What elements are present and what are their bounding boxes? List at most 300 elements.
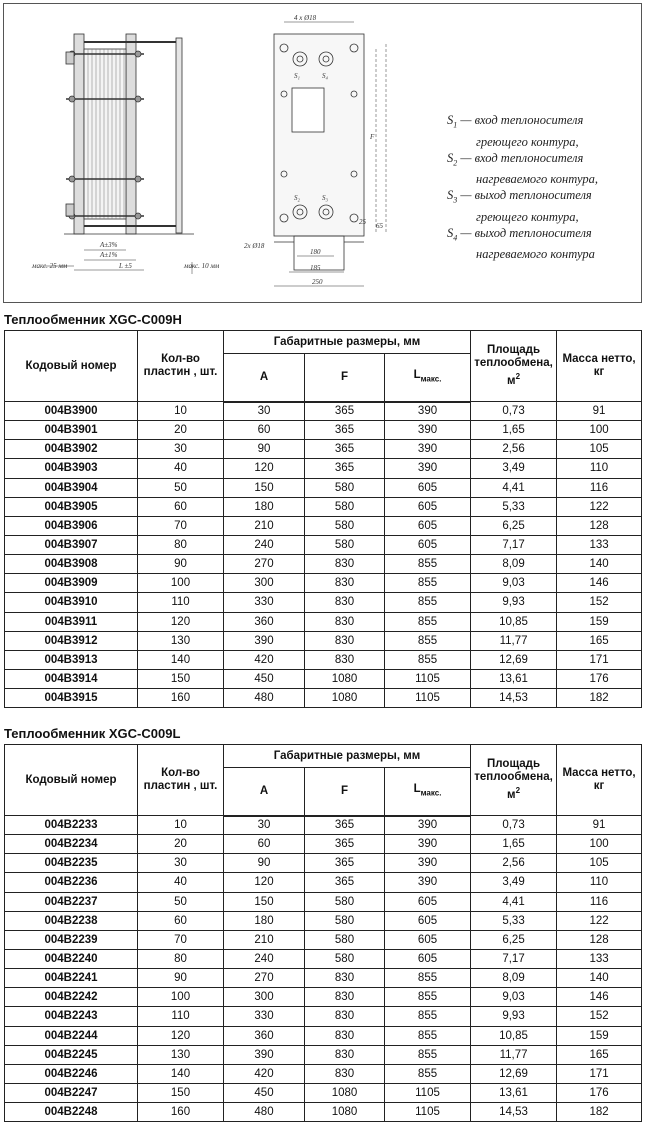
code-cell: 004B2235 [5, 854, 138, 873]
a-cell: 90 [224, 440, 305, 459]
plates-cell: 130 [138, 1045, 224, 1064]
mass-cell: 171 [557, 1064, 642, 1083]
s2-port-label: S₂ [294, 194, 300, 202]
table-row [5, 1026, 642, 1045]
area-cell: 11,77 [471, 631, 557, 650]
plates-cell: 110 [138, 1007, 224, 1026]
dim-2x18-label: 2x Ø18 [244, 242, 265, 250]
a-cell: 480 [224, 689, 305, 708]
code-cell: 004B3907 [5, 535, 138, 554]
col-mass-header: Масса нетто, кг [557, 331, 642, 402]
l-cell: 855 [385, 650, 471, 669]
l-cell: 390 [385, 816, 471, 835]
f-cell: 365 [305, 835, 385, 854]
f-cell: 365 [305, 440, 385, 459]
f-cell: 1080 [305, 689, 385, 708]
plates-cell: 110 [138, 593, 224, 612]
plates-cell: 10 [138, 816, 224, 835]
a-dim-label-2: A±1% [100, 251, 118, 259]
table-row [5, 650, 642, 669]
mass-cell: 110 [557, 459, 642, 478]
a-cell: 420 [224, 650, 305, 669]
l-cell: 855 [385, 1064, 471, 1083]
area-cell: 14,53 [471, 689, 557, 708]
col-mass-header: Масса нетто, кг [557, 745, 642, 816]
area-cell: 13,61 [471, 1083, 557, 1102]
a-cell: 150 [224, 478, 305, 497]
l-dim-label: L ±5 [119, 262, 132, 270]
f-cell: 830 [305, 1064, 385, 1083]
mass-cell: 165 [557, 1045, 642, 1064]
table-row [5, 459, 642, 478]
col-code-header: Кодовый номер [5, 745, 138, 816]
dim-180-label: 180 [310, 248, 321, 256]
mass-cell: 171 [557, 650, 642, 669]
a-cell: 270 [224, 969, 305, 988]
table2-title: Теплообменник XGC-C009L [4, 726, 181, 741]
table-row [5, 1045, 642, 1064]
plates-cell: 90 [138, 555, 224, 574]
table-row [5, 669, 642, 688]
table-row [5, 930, 642, 949]
plates-cell: 30 [138, 440, 224, 459]
plates-cell: 30 [138, 854, 224, 873]
table2-spec [4, 744, 642, 1122]
f-cell: 830 [305, 612, 385, 631]
mass-cell: 110 [557, 873, 642, 892]
code-cell: 004B2240 [5, 949, 138, 968]
code-cell: 004B2233 [5, 816, 138, 835]
l-cell: 855 [385, 631, 471, 650]
l-cell: 605 [385, 911, 471, 930]
dim-185-label: 185 [310, 264, 321, 272]
area-cell: 8,09 [471, 555, 557, 574]
f-cell: 830 [305, 1026, 385, 1045]
l-cell: 855 [385, 593, 471, 612]
area-cell: 12,69 [471, 650, 557, 669]
mass-cell: 165 [557, 631, 642, 650]
area-cell: 14,53 [471, 1103, 557, 1122]
area-cell: 7,17 [471, 535, 557, 554]
table1-title: Теплообменник XGC-C009H [4, 312, 182, 327]
mass-cell: 122 [557, 911, 642, 930]
f-dim-label: F [370, 133, 375, 141]
plates-cell: 50 [138, 478, 224, 497]
mass-cell: 140 [557, 555, 642, 574]
l-cell: 855 [385, 1026, 471, 1045]
l-cell: 1105 [385, 689, 471, 708]
area-cell: 9,93 [471, 1007, 557, 1026]
l-cell: 605 [385, 949, 471, 968]
mass-cell: 128 [557, 930, 642, 949]
f-cell: 365 [305, 459, 385, 478]
l-cell: 605 [385, 535, 471, 554]
a-cell: 120 [224, 873, 305, 892]
mass-cell: 91 [557, 816, 642, 835]
plates-cell: 120 [138, 612, 224, 631]
area-cell: 5,33 [471, 911, 557, 930]
l-cell: 605 [385, 892, 471, 911]
plates-cell: 70 [138, 516, 224, 535]
plates-cell: 160 [138, 689, 224, 708]
f-cell: 580 [305, 911, 385, 930]
legend-s4-line2: нагреваемого контура [476, 247, 595, 261]
table-row [5, 988, 642, 1007]
l-cell: 390 [385, 440, 471, 459]
mass-cell: 159 [557, 612, 642, 631]
plates-cell: 70 [138, 930, 224, 949]
code-cell: 004B3903 [5, 459, 138, 478]
a-cell: 60 [224, 421, 305, 440]
f-cell: 830 [305, 1045, 385, 1064]
l-cell: 855 [385, 969, 471, 988]
code-cell: 004B2242 [5, 988, 138, 1007]
f-cell: 580 [305, 892, 385, 911]
code-cell: 004B2234 [5, 835, 138, 854]
side-view [44, 34, 194, 274]
legend-s2-line1: $S_2$ — вход теплоносителя [447, 150, 584, 167]
table1-body [5, 402, 642, 708]
a-cell: 60 [224, 835, 305, 854]
mass-cell: 152 [557, 593, 642, 612]
code-cell: 004B2241 [5, 969, 138, 988]
col-code-header: Кодовый номер [5, 331, 138, 402]
legend-s3-line1: $S_3$ — выход теплоносителя [447, 188, 592, 205]
f-cell: 365 [305, 854, 385, 873]
code-cell: 004B3915 [5, 689, 138, 708]
plates-cell: 40 [138, 873, 224, 892]
area-cell: 0,73 [471, 816, 557, 835]
table-row [5, 1083, 642, 1102]
a-cell: 120 [224, 459, 305, 478]
f-cell: 830 [305, 574, 385, 593]
a-dim-label: A±3% [100, 241, 118, 249]
plates-cell: 40 [138, 459, 224, 478]
a-cell: 300 [224, 574, 305, 593]
code-cell: 004B2247 [5, 1083, 138, 1102]
dim-65-label: 65 [376, 222, 383, 230]
l-cell: 390 [385, 873, 471, 892]
col-plates-header: Кол-во пластин , шт. [138, 745, 224, 816]
mass-cell: 152 [557, 1007, 642, 1026]
col-a-header: A [224, 354, 305, 402]
f-cell: 580 [305, 949, 385, 968]
table-row [5, 440, 642, 459]
mass-cell: 100 [557, 421, 642, 440]
mass-cell: 128 [557, 516, 642, 535]
code-cell: 004B3908 [5, 555, 138, 574]
area-cell: 9,93 [471, 593, 557, 612]
a-cell: 360 [224, 1026, 305, 1045]
f-cell: 830 [305, 969, 385, 988]
l-cell: 1105 [385, 1103, 471, 1122]
f-cell: 830 [305, 650, 385, 669]
col-l-header: $L_{макс.}$ [385, 768, 471, 816]
table-row [5, 689, 642, 708]
a-cell: 330 [224, 593, 305, 612]
table-row [5, 1064, 642, 1083]
l-cell: 855 [385, 1045, 471, 1064]
plates-cell: 140 [138, 1064, 224, 1083]
a-cell: 150 [224, 892, 305, 911]
col-dims-header: Габаритные размеры, мм [224, 745, 471, 768]
code-cell: 004B2236 [5, 873, 138, 892]
f-cell: 580 [305, 535, 385, 554]
table-row [5, 478, 642, 497]
table-row [5, 535, 642, 554]
f-cell: 365 [305, 402, 385, 421]
area-cell: 6,25 [471, 516, 557, 535]
code-cell: 004B2243 [5, 1007, 138, 1026]
f-cell: 830 [305, 593, 385, 612]
legend-s3-line2: греющего контура, [476, 209, 579, 224]
l-cell: 855 [385, 612, 471, 631]
table-row [5, 892, 642, 911]
a-cell: 360 [224, 612, 305, 631]
dim-25-label: 25 [359, 218, 366, 226]
table1-spec [4, 330, 642, 708]
table-row [5, 612, 642, 631]
table-row [5, 574, 642, 593]
a-cell: 210 [224, 516, 305, 535]
mass-cell: 105 [557, 440, 642, 459]
code-cell: 004B3911 [5, 612, 138, 631]
col-dims-header: Габаритные размеры, мм [224, 331, 471, 354]
table-row [5, 911, 642, 930]
table-row [5, 631, 642, 650]
area-cell: 8,09 [471, 969, 557, 988]
l-cell: 390 [385, 854, 471, 873]
area-cell: 7,17 [471, 949, 557, 968]
table-row [5, 835, 642, 854]
a-cell: 240 [224, 535, 305, 554]
mass-cell: 176 [557, 1083, 642, 1102]
mass-cell: 182 [557, 689, 642, 708]
a-cell: 180 [224, 497, 305, 516]
f-cell: 580 [305, 478, 385, 497]
l-cell: 1105 [385, 1083, 471, 1102]
mass-cell: 100 [557, 835, 642, 854]
area-cell: 1,65 [471, 421, 557, 440]
a-cell: 480 [224, 1103, 305, 1122]
area-cell: 11,77 [471, 1045, 557, 1064]
mass-cell: 116 [557, 478, 642, 497]
table-row [5, 1007, 642, 1026]
area-cell: 3,49 [471, 459, 557, 478]
mass-cell: 133 [557, 949, 642, 968]
table-row [5, 816, 642, 835]
area-cell: 4,41 [471, 892, 557, 911]
col-a-header: A [224, 768, 305, 816]
a-cell: 420 [224, 1064, 305, 1083]
code-cell: 004B2246 [5, 1064, 138, 1083]
table-row [5, 421, 642, 440]
col-area-header: Площадь теплообмена, $м^2$ [471, 745, 557, 816]
max-25-label: макс. 25 мм [32, 262, 68, 270]
area-cell: 9,03 [471, 574, 557, 593]
col-l-header: $L_{макс.}$ [385, 354, 471, 402]
mass-cell: 140 [557, 969, 642, 988]
area-cell: 2,56 [471, 440, 557, 459]
code-cell: 004B3906 [5, 516, 138, 535]
f-cell: 830 [305, 555, 385, 574]
code-cell: 004B3910 [5, 593, 138, 612]
a-cell: 390 [224, 631, 305, 650]
area-cell: 1,65 [471, 835, 557, 854]
code-cell: 004B2238 [5, 911, 138, 930]
plates-cell: 130 [138, 631, 224, 650]
f-cell: 1080 [305, 1103, 385, 1122]
a-cell: 180 [224, 911, 305, 930]
max-10-label: макс. 10 мм [184, 262, 220, 270]
code-cell: 004B3909 [5, 574, 138, 593]
plates-cell: 150 [138, 1083, 224, 1102]
l-cell: 855 [385, 1007, 471, 1026]
mass-cell: 105 [557, 854, 642, 873]
area-cell: 5,33 [471, 497, 557, 516]
dim-250-label: 250 [312, 278, 323, 286]
area-cell: 10,85 [471, 612, 557, 631]
a-cell: 300 [224, 988, 305, 1007]
l-cell: 855 [385, 555, 471, 574]
f-cell: 1080 [305, 669, 385, 688]
l-cell: 390 [385, 835, 471, 854]
code-cell: 004B2244 [5, 1026, 138, 1045]
f-cell: 580 [305, 497, 385, 516]
code-cell: 004B2248 [5, 1103, 138, 1122]
area-cell: 13,61 [471, 669, 557, 688]
legend-s2-line2: нагреваемого контура, [476, 172, 598, 186]
mass-cell: 146 [557, 988, 642, 1007]
code-cell: 004B3904 [5, 478, 138, 497]
technical-drawing [3, 3, 642, 303]
plates-cell: 60 [138, 911, 224, 930]
plates-cell: 140 [138, 650, 224, 669]
code-cell: 004B3900 [5, 402, 138, 421]
col-f-header: F [305, 354, 385, 402]
plates-cell: 80 [138, 535, 224, 554]
mass-cell: 133 [557, 535, 642, 554]
area-cell: 9,03 [471, 988, 557, 1007]
code-cell: 004B2239 [5, 930, 138, 949]
area-cell: 3,49 [471, 873, 557, 892]
plates-cell: 80 [138, 949, 224, 968]
area-cell: 0,73 [471, 402, 557, 421]
a-cell: 90 [224, 854, 305, 873]
area-cell: 12,69 [471, 1064, 557, 1083]
l-cell: 390 [385, 402, 471, 421]
s1-port-label: S₁ [294, 72, 300, 80]
plates-cell: 50 [138, 892, 224, 911]
table-row [5, 593, 642, 612]
plates-cell: 10 [138, 402, 224, 421]
table-row [5, 497, 642, 516]
l-cell: 390 [385, 421, 471, 440]
l-cell: 605 [385, 497, 471, 516]
a-cell: 450 [224, 669, 305, 688]
f-cell: 580 [305, 516, 385, 535]
f-cell: 580 [305, 930, 385, 949]
col-plates-header: Кол-во пластин , шт. [138, 331, 224, 402]
table-row [5, 873, 642, 892]
mass-cell: 176 [557, 669, 642, 688]
port-legend [447, 112, 598, 262]
a-cell: 450 [224, 1083, 305, 1102]
code-cell: 004B3905 [5, 497, 138, 516]
l-cell: 1105 [385, 669, 471, 688]
l-cell: 605 [385, 930, 471, 949]
plates-cell: 160 [138, 1103, 224, 1122]
f-cell: 830 [305, 631, 385, 650]
f-cell: 365 [305, 873, 385, 892]
mass-cell: 122 [557, 497, 642, 516]
holes-label: 4 x Ø18 [294, 14, 317, 22]
f-cell: 830 [305, 1007, 385, 1026]
mass-cell: 91 [557, 402, 642, 421]
a-cell: 270 [224, 555, 305, 574]
col-area-header: Площадь теплообмена, $м^2$ [471, 331, 557, 402]
plates-cell: 90 [138, 969, 224, 988]
s3-port-label: S₃ [322, 194, 328, 202]
legend-s1-line2: греющего контура, [476, 134, 579, 149]
plates-cell: 20 [138, 421, 224, 440]
l-cell: 605 [385, 478, 471, 497]
mass-cell: 182 [557, 1103, 642, 1122]
a-cell: 30 [224, 402, 305, 421]
f-cell: 365 [305, 421, 385, 440]
area-cell: 6,25 [471, 930, 557, 949]
a-cell: 30 [224, 816, 305, 835]
plates-cell: 100 [138, 988, 224, 1007]
mass-cell: 159 [557, 1026, 642, 1045]
area-cell: 4,41 [471, 478, 557, 497]
area-cell: 10,85 [471, 1026, 557, 1045]
col-f-header: F [305, 768, 385, 816]
code-cell: 004B3912 [5, 631, 138, 650]
mass-cell: 116 [557, 892, 642, 911]
table-row [5, 402, 642, 421]
table-row [5, 1103, 642, 1122]
plates-cell: 120 [138, 1026, 224, 1045]
a-cell: 210 [224, 930, 305, 949]
plates-cell: 20 [138, 835, 224, 854]
code-cell: 004B2245 [5, 1045, 138, 1064]
mass-cell: 146 [557, 574, 642, 593]
l-cell: 855 [385, 988, 471, 1007]
code-cell: 004B3901 [5, 421, 138, 440]
table-row [5, 854, 642, 873]
plates-cell: 100 [138, 574, 224, 593]
code-cell: 004B3913 [5, 650, 138, 669]
table2-body [5, 816, 642, 1122]
f-cell: 1080 [305, 1083, 385, 1102]
l-cell: 390 [385, 459, 471, 478]
table-row [5, 969, 642, 988]
a-cell: 390 [224, 1045, 305, 1064]
table-row [5, 949, 642, 968]
s4-port-label: S₄ [322, 72, 328, 80]
f-cell: 830 [305, 988, 385, 1007]
code-cell: 004B3902 [5, 440, 138, 459]
a-cell: 330 [224, 1007, 305, 1026]
area-cell: 2,56 [471, 854, 557, 873]
plates-cell: 60 [138, 497, 224, 516]
front-view [274, 22, 386, 286]
l-cell: 855 [385, 574, 471, 593]
l-cell: 605 [385, 516, 471, 535]
plates-cell: 150 [138, 669, 224, 688]
code-cell: 004B2237 [5, 892, 138, 911]
